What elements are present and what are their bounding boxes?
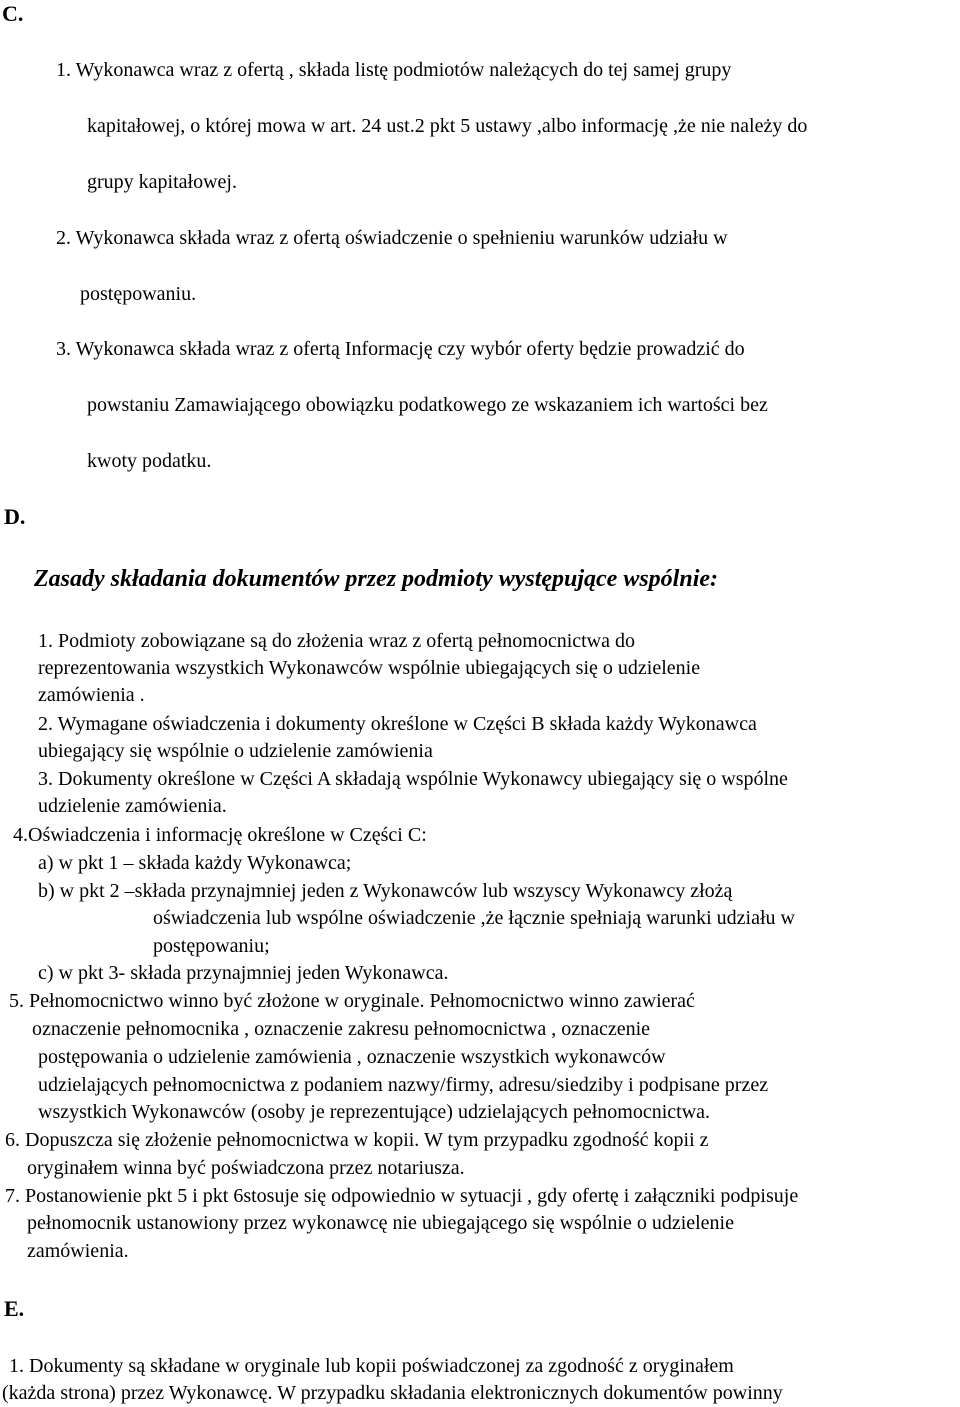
section-c-line: powstaniu Zamawiającego obowiązku podatkowego ze wskazaniem ich wartości bez [87,394,768,416]
section-e-line: (każda strona) przez Wykonawcę. W przypadku składania elektronicznych dokumentów powinny [2,1382,783,1404]
section-c-line: grupy kapitałowej. [87,171,237,193]
section-e-line: 1. Dokumenty są składane w oryginale lub kopii poświadczonej za zgodność z oryginałem [9,1355,734,1377]
section-c-line: postępowaniu. [80,283,197,305]
section-c-label: C. [2,1,24,26]
section-d-line: pełnomocnik ustanowiony przez wykonawcę nie ubiegającego się wspólnie o udzielenie [27,1212,734,1234]
section-e-label: E. [4,1296,25,1321]
section-d-line: zamówienia. [27,1240,129,1262]
section-c-line: 1. Wykonawca wraz z ofertą , składa listę podmiotów należących do tej samej grupy [56,59,732,81]
section-d-line: oznaczenie pełnomocnika , oznaczenie zakresu pełnomocnictwa , oznaczenie [32,1018,651,1040]
section-d-line: udzielenie zamówienia. [38,795,227,817]
section-c-line: 2. Wykonawca składa wraz z ofertą oświadczenie o spełnieniu warunków udziału w [56,227,728,249]
section-d-line: oświadczenia lub wspólne oświadczenie ,że łącznie spełniają warunki udziału w [153,907,795,929]
section-d-line: 7. Postanowienie pkt 5 i pkt 6stosuje się odpowiednio w sytuacji , gdy ofertę i załączniki podpisuje [5,1185,799,1207]
section-c-line: kapitałowej, o której mowa w art. 24 ust.2 pkt 5 ustawy ,albo informację ,że nie należy do [87,115,808,137]
section-d-line: 6. Dopuszcza się złożenie pełnomocnictwa w kopii. W tym przypadku zgodność kopii z [5,1129,709,1151]
section-d-line: postępowaniu; [153,935,270,957]
section-d-label: D. [4,504,26,529]
section-c-line: 3. Wykonawca składa wraz z ofertą Informację czy wybór oferty będzie prowadzić do [56,338,745,360]
section-d-line: c) w pkt 3- składa przynajmniej jeden Wykonawca. [38,962,449,984]
section-d-line: 3. Dokumenty określone w Części A składają wspólnie Wykonawcy ubiegający się o wspólne [38,768,788,790]
section-d-heading: Zasady składania dokumentów przez podmioty występujące wspólnie: [34,566,719,592]
section-d-line: reprezentowania wszystkich Wykonawców wspólnie ubiegających się o udzielenie [38,657,701,679]
section-d-line: 4.Oświadczenia i informację określone w Części C: [13,824,427,846]
section-d-line: a) w pkt 1 – składa każdy Wykonawca; [38,852,352,874]
section-d-line: wszystkich Wykonawców (osoby je reprezentujące) udzielających pełnomocnictwa. [38,1101,711,1123]
section-d-line: 1. Podmioty zobowiązane są do złożenia wraz z ofertą pełnomocnictwa do [38,630,636,652]
section-d-line: 2. Wymagane oświadczenia i dokumenty określone w Części B składa każdy Wykonawca [38,713,757,735]
section-d-line: postępowania o udzielenie zamówienia , oznaczenie wszystkich wykonawców [38,1046,666,1068]
section-d-line: oryginałem winna być poświadczona przez notariusza. [27,1157,465,1179]
section-c-line: kwoty podatku. [87,450,212,472]
section-d-line: udzielających pełnomocnictwa z podaniem nazwy/firmy, adresu/siedziby i podpisane przez [38,1074,769,1096]
section-d-line: b) w pkt 2 –składa przynajmniej jeden z Wykonawców lub wszyscy Wykonawcy złożą [38,880,733,902]
section-d-line: ubiegający się wspólnie o udzielenie zamówienia [38,740,433,762]
section-d-line: 5. Pełnomocnictwo winno być złożone w oryginale. Pełnomocnictwo winno zawierać [9,990,695,1012]
section-d-line: zamówienia . [38,684,145,706]
